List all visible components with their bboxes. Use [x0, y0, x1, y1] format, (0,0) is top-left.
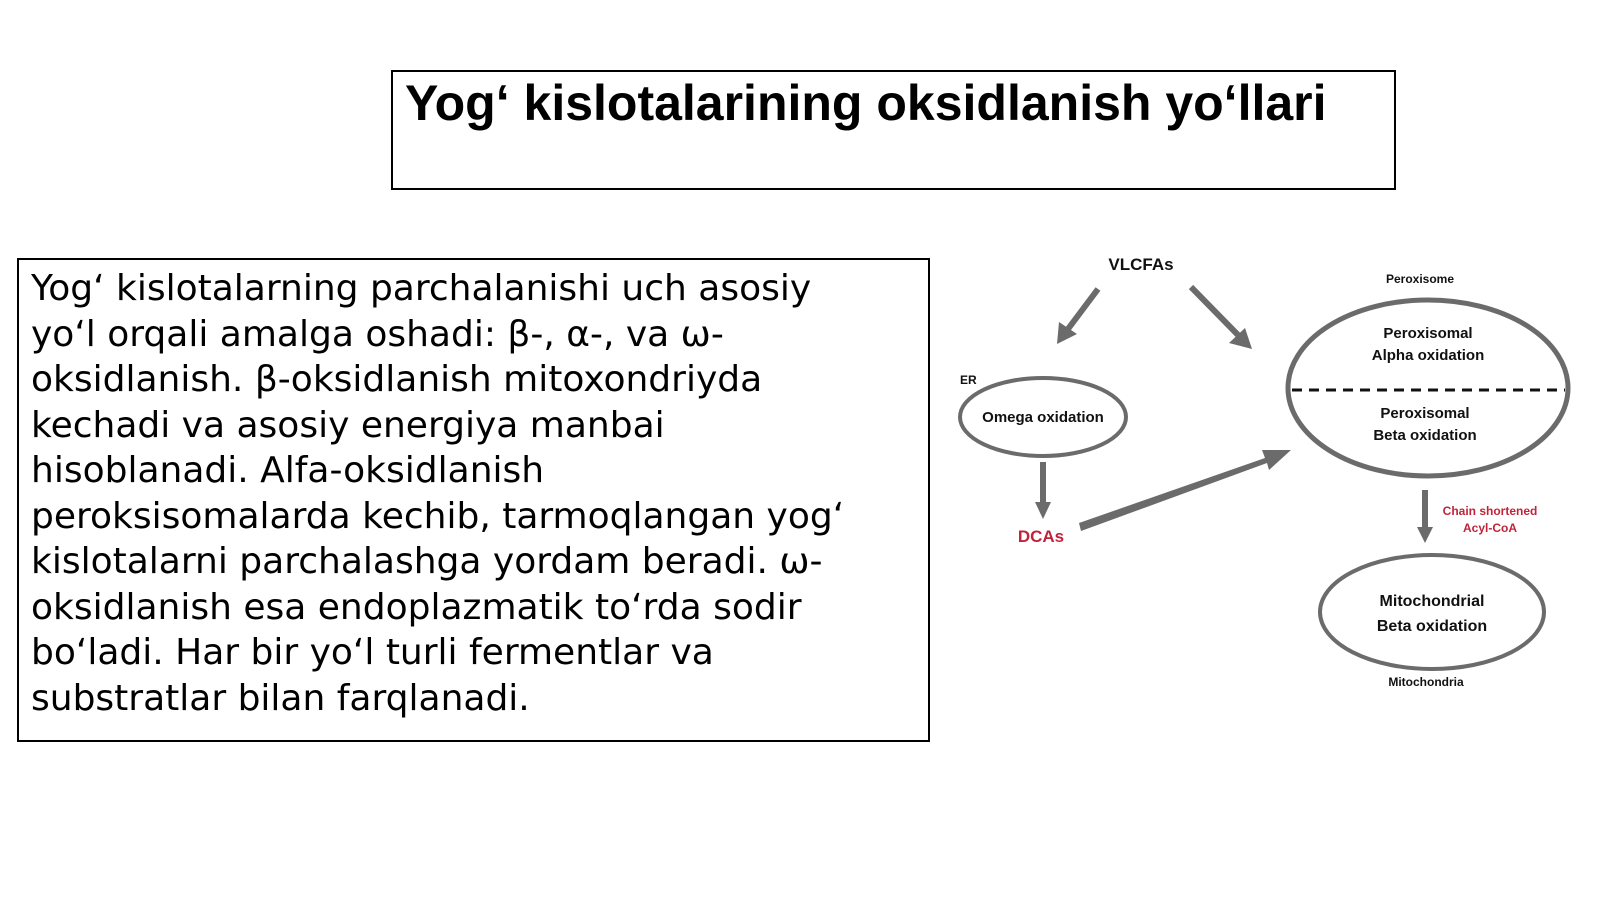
title-box [391, 70, 1396, 190]
mitochondria-label: Mitochondria [1388, 675, 1464, 689]
body-paragraph: Yogʻ kislotalarning parchalanishi uch asosiy yoʻl orqali amalga oshadi: β-, α-, va ω- oksidlanish. β-oksidlanish mitoxondriyda kechadi va asosiy energiya manbai hisoblanadi. Alfa-oksidlanish peroksisomalarda kechib, tarmoqlangan yogʻ kislotalarni parchalashga yordam beradi. ω- oksidlanish esa endoplazmatik toʻrda sodir boʻladi. Har bir yoʻl turli fermentlar va substratlar bilan farqlanadi. [31, 268, 845, 719]
dcas-label: DCAs [1017, 527, 1065, 546]
oxidation-pathways-diagram [945, 250, 1585, 720]
alpha-oxidation-line1: Peroxisomal [1383, 325, 1473, 342]
mito-oxidation-line2: Beta oxidation [1376, 618, 1488, 635]
beta-oxidation-line1: Peroxisomal [1380, 405, 1470, 422]
er-label: ER [960, 373, 977, 387]
beta-oxidation-line2: Beta oxidation [1373, 427, 1477, 444]
body-text-box [17, 258, 930, 742]
mito-oxidation-line1: Mitochondrial [1379, 593, 1485, 610]
vlcfas-label: VLCFAs [1108, 255, 1174, 274]
chain-shortened-line1: Chain shortened [1442, 504, 1538, 518]
arrow-vlcfas-to-omega [1068, 289, 1098, 329]
arrow-vlcfas-to-peroxisome [1191, 287, 1240, 337]
arrow-peroxisome-to-mito-head [1417, 527, 1433, 543]
omega-oxidation-label: Omega oxidation [982, 409, 1104, 426]
alpha-oxidation-line2: Alpha oxidation [1371, 347, 1485, 364]
peroxisome-label: Peroxisome [1385, 272, 1455, 286]
slide-title: Yogʻ kislotalarining oksidlanish yoʻllari [405, 75, 1327, 131]
chain-shortened-line2: Acyl-CoA [1462, 521, 1518, 535]
mitochondrial-node [1320, 555, 1544, 669]
arrow-dcas-to-peroxisome [1079, 450, 1291, 531]
arrow-omega-to-dcas-head [1035, 502, 1051, 519]
